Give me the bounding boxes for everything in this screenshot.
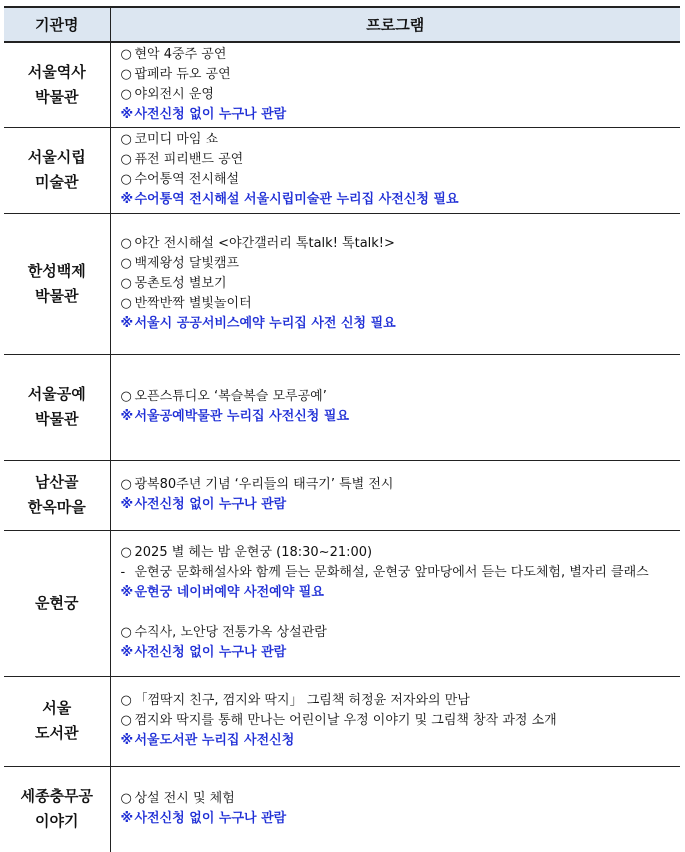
org-name-line: 미술관 bbox=[35, 173, 79, 191]
org-name bbox=[4, 127, 110, 213]
item-text: 현악 4중주 공연 bbox=[134, 46, 227, 62]
bullet-mark: ○ bbox=[120, 275, 132, 291]
org-name-line: 서울시립 bbox=[27, 148, 86, 166]
item-text: 야간 전시해설 <야간갤러리 톡talk! 톡talk!> bbox=[134, 235, 395, 251]
program-item bbox=[121, 294, 673, 314]
item-text: 수어통역 전시해설 bbox=[134, 172, 240, 187]
item-text: 광복80주년 기념 ‘우리들의 태극기’ 특별 전시 bbox=[134, 477, 394, 492]
table-row bbox=[4, 354, 680, 460]
item-text: 사전신청 없이 누구나 관람 bbox=[134, 645, 287, 660]
org-name bbox=[4, 354, 110, 460]
item-text: 2025 별 헤는 밤 운현궁 (18:30~21:00) bbox=[134, 545, 373, 560]
bullet-mark: ○ bbox=[120, 791, 132, 807]
spacer bbox=[121, 603, 673, 623]
bullet-mark: ○ bbox=[120, 46, 132, 62]
note-mark: ※ bbox=[120, 192, 134, 207]
item-text: 운현궁 문화해설사와 함께 듣는 문화해설, 운현궁 앞마당에서 듣는 다도체험, 별자리 클래스 bbox=[134, 565, 649, 580]
table-row bbox=[4, 213, 680, 354]
item-text: 몽촌토성 별보기 bbox=[134, 275, 227, 291]
note-mark: ※ bbox=[120, 106, 134, 122]
item-text: 백제왕성 달빛캠프 bbox=[134, 255, 240, 271]
program-note bbox=[121, 809, 673, 829]
program-item bbox=[121, 543, 673, 563]
program-item bbox=[121, 387, 673, 407]
bullet-mark: ○ bbox=[120, 235, 132, 251]
program-note bbox=[121, 314, 673, 334]
org-name-line: 운현궁 bbox=[35, 593, 79, 612]
item-text: 팝페라 듀오 공연 bbox=[134, 66, 231, 82]
item-text: 사전신청 없이 누구나 관람 bbox=[134, 106, 287, 122]
item-text: 서울도서관 누리집 사전신청 bbox=[134, 733, 295, 748]
program-item bbox=[121, 274, 673, 294]
bullet-mark: ○ bbox=[120, 172, 132, 187]
program-note bbox=[121, 731, 673, 751]
bullet-mark: ○ bbox=[120, 713, 132, 728]
bullet-mark: ○ bbox=[120, 693, 132, 708]
program-item bbox=[121, 711, 673, 731]
item-text: 서울시 공공서비스예약 누리집 사전 신청 필요 bbox=[134, 315, 396, 331]
item-text: 사전신청 없이 누구나 관람 bbox=[134, 497, 287, 512]
bullet-mark: ○ bbox=[120, 152, 132, 167]
bullet-mark: ○ bbox=[120, 86, 132, 102]
table-row bbox=[4, 460, 680, 530]
item-text: 퓨전 피리밴드 공연 bbox=[134, 152, 244, 167]
program-note bbox=[121, 643, 673, 663]
program-note bbox=[121, 190, 673, 210]
program-note bbox=[121, 583, 673, 603]
item-text: 운현궁 네이버예약 사전예약 필요 bbox=[134, 585, 324, 600]
program-item bbox=[121, 170, 673, 190]
bullet-mark: ○ bbox=[120, 132, 132, 147]
header-row bbox=[4, 7, 680, 42]
org-name-line: 도서관 bbox=[35, 724, 79, 742]
bullet-mark: ○ bbox=[120, 66, 132, 82]
program-item bbox=[121, 130, 673, 150]
org-name-line: 남산골 bbox=[35, 473, 79, 491]
table-row bbox=[4, 530, 680, 676]
program-item bbox=[121, 789, 673, 809]
table-row bbox=[4, 676, 680, 766]
org-name-line: 세종충무공 bbox=[20, 787, 93, 806]
note-mark: ※ bbox=[120, 645, 134, 660]
program-item bbox=[121, 254, 673, 274]
item-text: 야외전시 운영 bbox=[134, 86, 214, 102]
item-text: 반짝반짝 별빛놀이터 bbox=[134, 295, 252, 311]
table-row bbox=[4, 766, 680, 852]
org-name bbox=[4, 460, 110, 530]
program-item bbox=[121, 85, 673, 105]
bullet-mark: ○ bbox=[120, 389, 132, 404]
program-cell bbox=[110, 530, 680, 676]
note-mark: ※ bbox=[120, 409, 134, 424]
org-name-line: 이야기 bbox=[35, 812, 79, 831]
item-text: 수어통역 전시해설 서울시립미술관 누리집 사전신청 필요 bbox=[134, 192, 459, 207]
program-cell bbox=[110, 676, 680, 766]
org-name-line: 박물관 bbox=[35, 410, 79, 428]
item-text: 오픈스튜디오 ‘복슬복슬 모루공예’ bbox=[134, 389, 327, 404]
org-name-line: 서울역사 bbox=[27, 62, 86, 81]
program-item bbox=[121, 623, 673, 643]
org-name bbox=[4, 42, 110, 127]
program-item bbox=[121, 475, 673, 495]
bullet-mark: ○ bbox=[120, 625, 132, 640]
org-name bbox=[4, 530, 110, 676]
item-text: 수직사, 노안당 전통가옥 상설관람 bbox=[134, 625, 327, 640]
note-mark: ※ bbox=[120, 315, 134, 331]
header-org: 기관명 bbox=[4, 7, 110, 42]
bullet-mark: ○ bbox=[120, 477, 132, 492]
org-name-line: 한옥마을 bbox=[27, 498, 86, 516]
item-text: 코미디 마임 쇼 bbox=[134, 132, 219, 147]
program-table bbox=[4, 6, 680, 852]
program-cell bbox=[110, 42, 680, 127]
program-note bbox=[121, 495, 673, 515]
program-cell bbox=[110, 460, 680, 530]
program-note bbox=[121, 407, 673, 427]
program-cell bbox=[110, 354, 680, 460]
program-cell bbox=[110, 213, 680, 354]
item-text: 상설 전시 및 체험 bbox=[134, 791, 235, 807]
program-item bbox=[121, 234, 673, 254]
org-name-line: 박물관 bbox=[35, 87, 79, 106]
table-row bbox=[4, 42, 680, 127]
org-name-line: 서울공예 bbox=[27, 385, 86, 403]
note-mark: ※ bbox=[120, 497, 134, 512]
program-item bbox=[121, 563, 673, 583]
note-mark: ※ bbox=[120, 811, 134, 827]
program-item bbox=[121, 150, 673, 170]
note-mark: ※ bbox=[120, 585, 134, 600]
item-text: 서울공예박물관 누리집 사전신청 필요 bbox=[134, 409, 350, 424]
table-row bbox=[4, 127, 680, 213]
org-name-line: 박물관 bbox=[35, 286, 79, 305]
item-text: 사전신청 없이 누구나 관람 bbox=[134, 811, 287, 827]
org-name bbox=[4, 676, 110, 766]
program-item bbox=[121, 691, 673, 711]
item-text: 「껌딱지 친구, 껌지와 딱지」 그림책 허정윤 저자와의 만남 bbox=[134, 693, 470, 708]
bullet-mark: ○ bbox=[120, 545, 132, 560]
org-name bbox=[4, 213, 110, 354]
org-name-line: 한성백제 bbox=[27, 261, 86, 280]
item-text: 껌지와 딱지를 통해 만나는 어린이날 우정 이야기 및 그림책 창작 과정 소개 bbox=[134, 713, 557, 728]
program-item bbox=[121, 65, 673, 85]
program-note bbox=[121, 105, 673, 125]
program-cell bbox=[110, 127, 680, 213]
program-cell bbox=[110, 766, 680, 852]
note-mark: ※ bbox=[120, 733, 134, 748]
program-item bbox=[121, 45, 673, 65]
bullet-mark: ○ bbox=[120, 255, 132, 271]
header-program: 프로그램 bbox=[110, 7, 680, 42]
org-name bbox=[4, 766, 110, 852]
bullet-mark: ○ bbox=[120, 295, 132, 311]
bullet-mark: - bbox=[120, 565, 126, 580]
org-name-line: 서울 bbox=[42, 699, 72, 717]
